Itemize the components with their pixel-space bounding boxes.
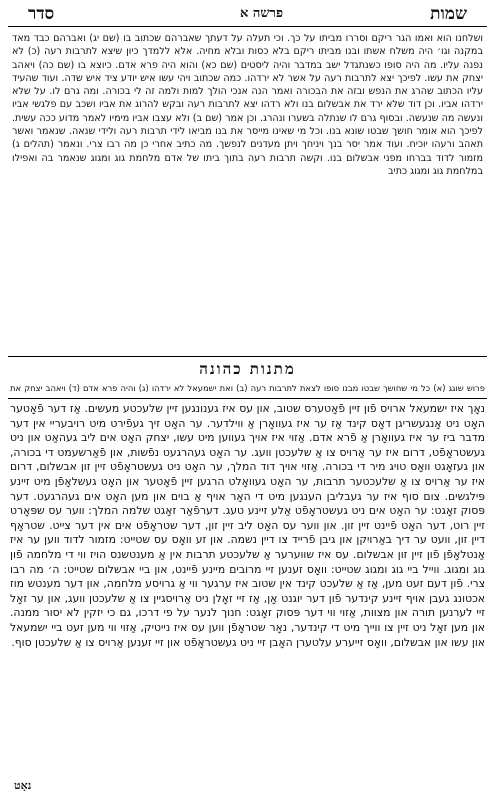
header-parasha: פרשה א xyxy=(240,6,284,21)
section-rule xyxy=(8,356,487,357)
yiddish-rule xyxy=(8,398,487,399)
header-rule xyxy=(8,26,487,27)
catchword: נאָט xyxy=(14,779,32,792)
section-note: פרוש שוגג (א) כל מי שחושך שבטו מבנו סופו לצאת לתרבות רעה (ב) ואת ישמעאל לא ירדהו (ג) והיה פרא אדם (ד) ויאהב יצחק את xyxy=(10,383,485,393)
section-title: מתנות כהונה xyxy=(199,360,296,378)
running-header xyxy=(8,4,487,24)
header-book-name: שמות xyxy=(430,4,467,24)
commentary-text: ושלחנו הוא ואמו הגר ריקם וסררו מביתו על כך. וכי תעלה על דעתך שאברהם שכתוב בו (שם יג) ואברהם כבד מאד במקנה וגו׳ היה משלח אשתו ובנו מביתו ריקם בלא כסות ובלא מחיה. אלא ללמדך כיון שיצא לתרבות רעה (כ) לא נפנה עליו. מה היה סופו כשנתגדל ישב במדבר והיה ליסטים (שם כא) והוא היה פרא אדם. כיוצא בו (שם כה) ויאהב יצחק את עשו. לפיכך יצא לתרבות רעה על אשר לא ירדהו. כמה שכתוב ויהי עשו איש יודע ציד איש שדה. ועוד שהעיד עליו הכתוב שהרג את הנפש ובזה את הבכורה ואמר הנה אנכי הולך למות ולמה זה לי בכורה. ומה גרם לו. על שלא ירדהו אביו. וכן דוד שלא ירד את אבשלום בנו ולא רדהו יצא לתרבות רעה ובקש להרוג את אביו ושכב עם פלגשי אביו ונעשה מה שנעשה. ובסוף גרם לו שנתלה בשערו ונהרג. וכן אמר (שם ב) ולא עצבו אביו מימיו לאמר מדוע ככה עשית. לפיכך הוא אומר חושך שבטו שונא בנו. וכל מי שאינו מייסר את בנו מביאו לידי תרבות רעה ולידי שנאה. שנאמר ואשר תאהב ורעהו יוכיח. ועוד אמר יסר בנך ויניחך ויתן מעדנים לנפשך. מה כתיב אחרי כן מה רבו צרי. ונאמר (תהלים ג) מזמור לדוד בברחו מפני אבשלום בנו. וקשה תרבות רעה בתוך ביתו של אדם מלחמת גוג ומגוג שנאמר בה ואפילו במלחמת גוג ומגוג כתיב xyxy=(12,33,483,177)
yiddish-translation-text: נאָך איז ישמעאל ארויס פֿון זיין פֿאָטערס שטוב, און עס איז גענונגען זיין שלעכטע מעשים. אַז דער פֿאָטער האָט ניט אָנגעשריגן דאָס קינד אַז ער איז געוואָרן אַ ווילדער. ער האָט זיך געפֿירט מיט רויבעריי אין דער מדבר ביז ער איז געוואָרן אַ פֿרא אדם. אַזוי איז אויך געווען מיט עשו, יצחק האָט אים ליב געהאַט און ניט געשטראָפֿט, דרום איז ער אַרויס צו אַ שלעכטן וועג. ער האָט געהרגעט נפֿשות, און פֿאַרשעמט די בכורה, און געזאָגט וואָס טויג מיר די בכורה. אַזוי אויך דוד המלך, ער האָט ניט געשטראָפֿט זיין זון אבשלום, דרום איז ער אַרויס צו אַ שלעכטער תרבות, ער האָט געוואָלט הרגען זיין פֿאָטער און האָט געשלאָפֿן מיט זיינע פּילגשים. צום סוף איז ער געבליבן הענגען מיט די האָר אויף אַ בוים און מען האָט אים געהרגעט. דער פּסוק זאָגט: ער האָט אים ניט געשטראָפֿט אַלע זיינע טעג. דערפֿאַר זאָגט שלמה המלך: ווער עס שפּאָרט זיין רוט, דער האָט פֿיינט זיין זון. און ווער עס האָט ליב זיין זון, דער שטראָפֿט אים אין דער צייט. שטראָף דיין זון, וועט ער דיך באַרויִקן און גיבן פֿרייד צו דיין נשמה. און זע וואָס עס שטייט: מזמור לדוד ווען ער איז אַנטלאָפֿן פֿון זיין זון אבשלום. עס איז שווערער אַ שלעכטע תרבות אין אַ מענטשנס הויז ווי די מלחמה פֿון גוג ומגוג. ווייל ביי גוג ומגוג שטייט: וואָס זענען זיי מרובים מיינע פֿיינט, און ביי אבשלום שטייט: ה׳ מה רבו צרי. פֿון דעם זעט מען, אַז אַ שלעכט קינד אין שטוב איז ערגער ווי אַ גרויסע מלחמה, און דער מענטש מוז אכטונג געבן אויף זיינע קינדער פֿון דער יוגנט אָן, אַז זיי זאָלן ניט אַרויסגיין צו אַ שלעכטן וועג, און ער זאָל זיי לערנען תורה און מצוות, אַזוי ווי דער פּסוק זאָגט: חנוך לנער על פי דרכו, גם כי יזקין לא יסור ממנה. און מען זאָל ניט זיין צו ווייך מיט די קינדער, נאָר שטראָפֿן ווען עס איז נייטיק, אַזוי ווי מען זעט ביי ישמעאל און עשו און אבשלום, וואָס זייערע עלטערן האָבן זיי ניט געשטראָפֿט און זיי זענען אַרויס צו אַ שלעכטן סוף. xyxy=(10,402,485,649)
header-seder: סדר xyxy=(28,4,55,24)
